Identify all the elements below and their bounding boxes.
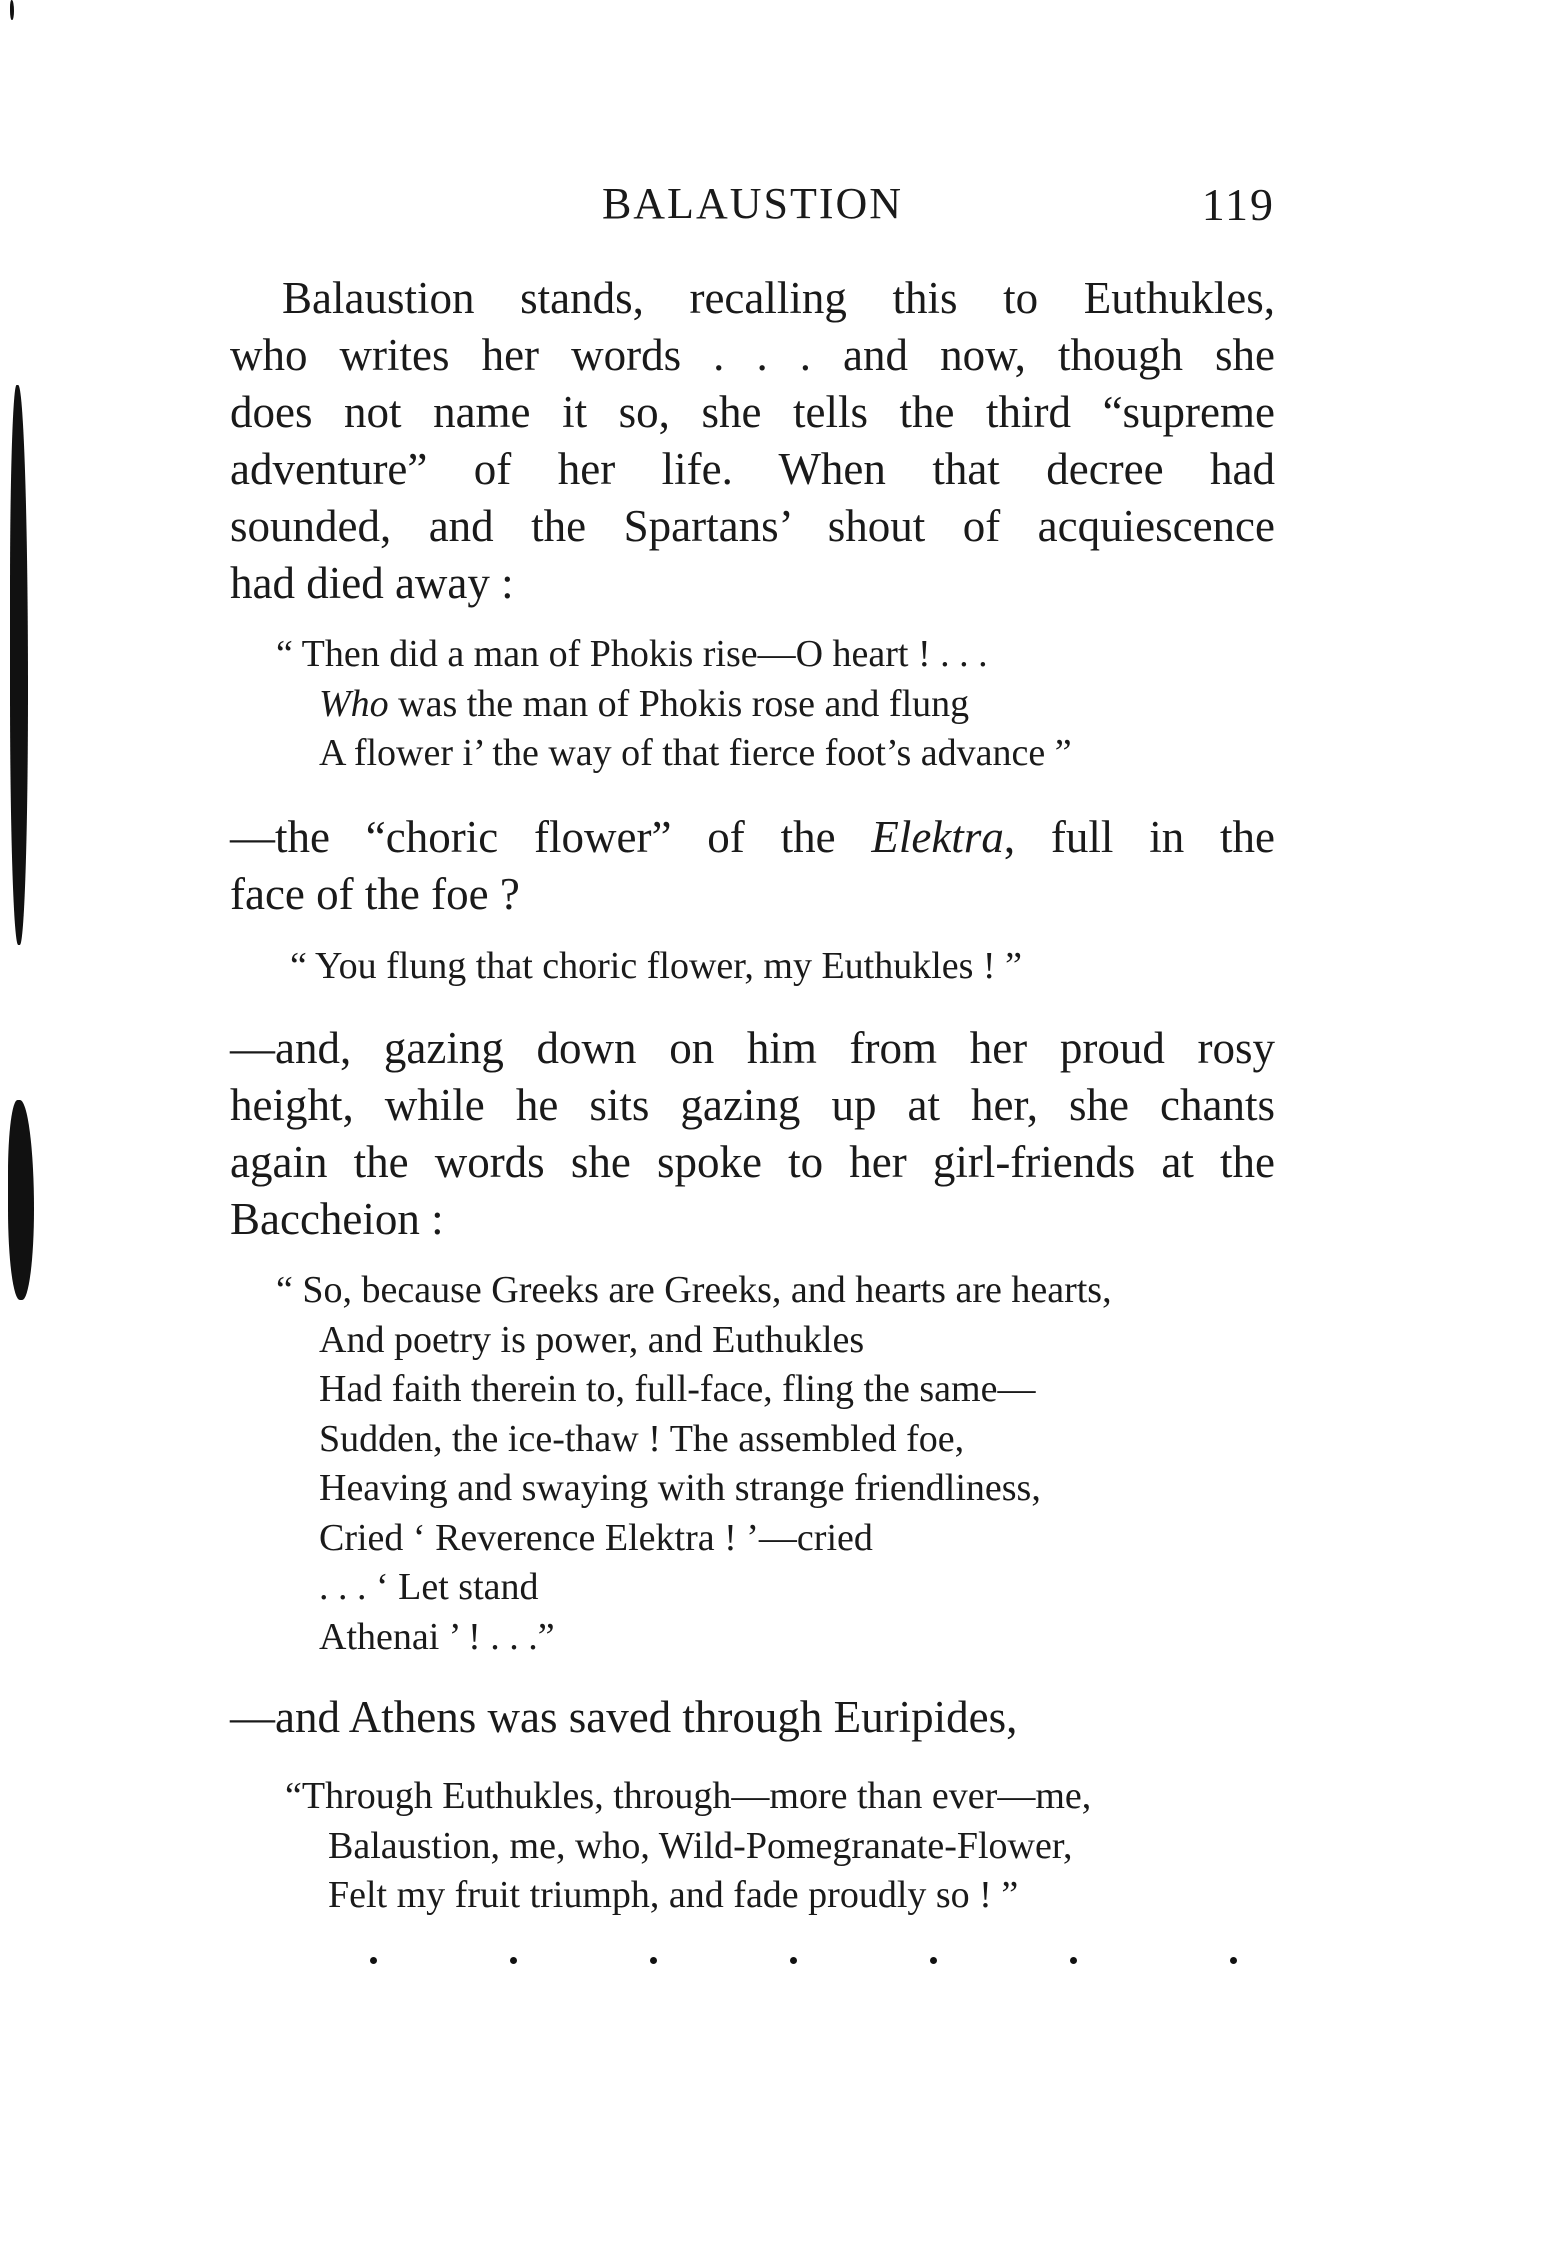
verse-line: . . . ‘ Let stand (319, 1566, 539, 1608)
verse-line: “Through Euthukles, through—more than ever—me, (285, 1775, 1092, 1817)
text-line: who writes her words . . . and now, though she (230, 330, 1275, 380)
verse-line: “ So, because Greeks are Greeks, and hearts are hearts, (276, 1269, 1112, 1311)
running-header (230, 178, 1275, 238)
verse-line: Athenai ’ ! . . .” (319, 1615, 555, 1658)
break-dot (1230, 1957, 1237, 1964)
section-break (370, 1957, 1250, 1977)
verse-quote-2 (290, 942, 1022, 992)
italic-word: Who (319, 682, 389, 725)
break-dot (1070, 1957, 1077, 1964)
verse-line: Cried ‘ Reverence Elektra ! ’—cried (319, 1516, 873, 1559)
scan-artifact (10, 385, 28, 945)
paragraph-1 (230, 270, 1275, 612)
verse-line: Heaving and swaying with strange friendliness, (319, 1467, 1041, 1509)
verse-line: And poetry is power, and Euthukles (319, 1318, 865, 1361)
scan-artifact (10, 0, 14, 20)
verse-line: Had faith therein to, full-face, fling the same— (319, 1368, 1036, 1410)
break-dot (650, 1957, 657, 1964)
text-line: Baccheion : (230, 1194, 444, 1244)
verse-line: Sudden, the ice-thaw ! The assembled foe, (319, 1417, 965, 1460)
verse-quote-4 (285, 1772, 1091, 1921)
verse-quote-3 (276, 1266, 1112, 1662)
break-dot (510, 1957, 517, 1964)
scan-artifact (8, 1100, 34, 1300)
work-title: Elektra (871, 812, 1004, 862)
text-line: does not name it so, she tells the third “supreme (230, 387, 1275, 437)
text-line: adventure” of her life. When that decree had (230, 444, 1275, 494)
text-line: face of the foe ? (230, 869, 520, 919)
page-number: 119 (1201, 179, 1275, 230)
text-line: —and, gazing down on him from her proud rosy (230, 1023, 1275, 1073)
paragraph-4 (230, 1689, 1275, 1746)
text-line: sounded, and the Spartans’ shout of acquiescence (230, 501, 1275, 551)
text-line: again the words she spoke to her girl-friends at the (230, 1137, 1275, 1187)
break-dot (790, 1957, 797, 1964)
text-line: had died away : (230, 558, 514, 608)
break-dot (930, 1957, 937, 1964)
running-title: BALAUSTION (601, 179, 904, 228)
verse-line: “ Then did a man of Phokis rise—O heart ! . . . (276, 633, 988, 675)
text-line: Balaustion stands, recalling this to Euthukles, (282, 273, 1275, 323)
text-line: —the “choric flower” of the Elektra, full in the (230, 812, 1276, 862)
verse-line: Who was the man of Phokis rose and flung (319, 682, 970, 725)
text-line: —and Athens was saved through Euripides, (230, 1692, 1018, 1742)
verse-line: Felt my fruit triumph, and fade proudly so ! ” (328, 1874, 1019, 1916)
verse-line: A flower i’ the way of that fierce foot’s advance ” (319, 732, 1072, 774)
verse-line: “ You flung that choric flower, my Euthukles ! ” (290, 945, 1022, 987)
verse-line: Balaustion, me, who, Wild-Pomegranate-Flower, (328, 1824, 1073, 1867)
paragraph-3 (230, 1020, 1275, 1248)
verse-quote-1 (276, 630, 1072, 779)
break-dot (370, 1957, 377, 1964)
paragraph-2 (230, 809, 1275, 923)
text-line: height, while he sits gazing up at her, she chants (230, 1080, 1275, 1130)
